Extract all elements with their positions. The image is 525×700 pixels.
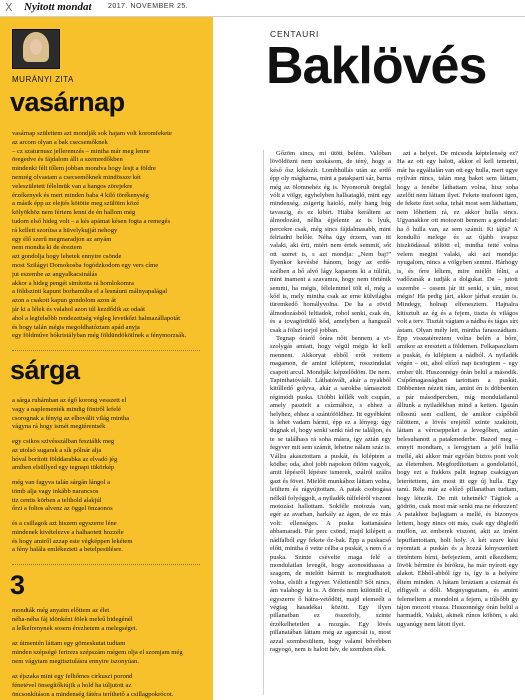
poem-line: néha-néha fáj idönként fölek meleű hidegénél: [12, 615, 133, 623]
poem-line: öncsonkításon a mindenség fátéra teríthető a csillagpokrócot.: [12, 690, 174, 698]
article-column-1: [270, 150, 391, 695]
article-paragraph: Gőzöm sincs, mi ütött belém. Valóban lövöldözni nem szokásom, de téný, hogy a késő ősz kikészít. Lombhullás után az erdő épp oly mágharna, mint a patakparti sár, barna még az ölomnehéz ég is. Nyomorult öregfal vólt a völgy, egyhelyben hallsatagló, mint egy mindenség, zsigerig hatoló, mély hang búg tavaszig, és ez kibírt. Hiába keráltem az álmodozást, nélha éjjelente az is lyuk, percekre csak, még sincs fájdalmasabb, mint felriadni belőle. Néha úgy érzem, van itt valaki, aki érti, miért nem értek semmit, sőt ott szeret is, s azt mondja: „Nem baj!” Ilyenkor kevésbé hánom, hogy az erdő-szélben a bő alvó lágy kaparom ki a túlifát, mint inament a szavamra, hogy nem történik semmi, ha mégis, félelemmel tölt el, még a kőd is, mely mintha csak az erne külvilágba türemkedő homályvolna. De ha a rövid álmodozásból feltiadok, rohol senki, csak én, és a tovagördülő kőd, amelyben a hangszál csak a fölszi torjol jobban.: [270, 150, 391, 334]
poem-title-sarga: sárga: [10, 355, 80, 385]
poem-line: őrzi a foltos alvenz az öggel önzaonos: [12, 505, 113, 513]
poem-line: és hogy amiről azzap este végképpen lekétem: [12, 537, 133, 545]
article-paragraph: Tegnap óráról órára nőtt bennem a vi-szolygás amiatt, hogy végül mégis ki kell mennem. Akkoryat ebből erőt vettem magamon, de amint kiléptem, rosszindulat csapott arcul. Mondják: képzelődöm. De nem. Tapinthatóváált. Láthatóvált, akár a nyakból kitűlledő golyva, akár a sarokba támasztott régimódi puska. Utóbbi kéllék volt csupán, amely pasztelt a csízmához, s ehhez a helyhez, ehhez a szántóföldhez. Itt egyébként is lehet vadam bármi, épp ez a lényeg: úgy dugnak el, hogy senki senki rád ne találjon, és te se találhass rá soha másra, így aztán egy fegyver mit sem számít, lehetne nálam száz is. Vállra akasztottam a puskát, és kiléptem a ködbe; oda, ahol jobb napokon ötlöm vagyok, amit lépésről lépésre ismerek, szálról szálra gazt és fövet. Mielőtt munkához láttam volna, leültem és rágyújtottam. A patak csobogása nélkül folyóggolt, a nyiladék túlfelérõl viszont motozást hallottam. Sokféle motozás van, egér az avarban, harkály az ágon, de ez más volt: ellenséges. A puska kattanására abbamaradt. Pár perc csönd, majd kilépett a nádfalból egy fekete őz-bak. Épp a puskacső előtt, mintha ő vette célba a puskát, s nem ő a puska. Szinte csévelte maga felé a mondulatlan levegőt, hogy azonosíthassa a szagom, de mielőtt bármit is megtudhatott volna, elsült a fegyver. Vélettenül? Sőt nincs, ám valahogy ki is. A dörrés nem különült el, egyszerre ő hátra-vetődött, majd elemeélt a végtag hasadékai között. Egy ilyen pillanatban ez összefoly, szinte érzékelhetetlen a mozgás. Egy lövés pillanatában láttam még az agancsát is, most azzal szembesültem, hogy valami bővebben ragyogó, nem is halott hév, de szemben élek.: [270, 334, 391, 653]
poem-line: még van fagyva talán sárgán lángol a: [12, 479, 111, 486]
article-paragraph: azt a helyet. De micsoda képtelenség ez? Ha az ott egy halott, akkor el kell temetni, már ha egyáltalán van ott egy hulla, mert ugye nyilván nincs, talán meg bakot sem láttam, hogy a fenébe láthattam volna, hisz soha azelőtt nem láttam ilyet. Fekete mufoont igen, de fekete őzet soha, tehát most sem láthattam, nem lőhettem rá, ez akkor hulla sincs. Ugyanakkor ott motozott bennem a gondolat: ha ő hulla van, az sem számít. Ki tájia? A kondulló melege és az újabb svapsz hiszködással töltött el, mintha tetté volna velem megint valaki, aki azt mondja: nyugalom, nincs a völgyben semmi. Hárhogy is, és őrre léltem, mire miélőt félni, a vadőzsnák a tudják a dolgukat. De – jutott eszembe – ossem jár itt senki, s tán, most mégis! Ha pedig járt, akkor járhat ezután is. Mindegy, holnap elfenesztem. Hajnalra kitisztult az ég és a fejem, tiszta és világos volt a terv. Tisztát vágtam a nádba és tágas sírt ástam. Olyan mély lett, mintha farasszádtam. Épp visszatéreztem volna belén a bőre, amikor az eresztett a földemen. Felkapaszltam a puskát, és kiléptem a nádból. A nyiladék végén – ott, ahol előző nap ücsörgtem – egy ember ült. Huszonnégy órán belül a második. Csípőmagasságban tartottam a puskát. Döbbenten nézett rám, amint én is döbbenten a pár másodpercben, míg mondulatlanul álltunk a nyiladékban mind a ketten. Igazán ollosnú sem csillent, de amikor csípőből rálöttem, a lövés erejétől szinte szakított, láttam a vércseppeket a levegőben, aztán belesuhanott a patakmederbe. Bazod meg – ennyit mondtam, s lerogytam a jelő hullá mellé, aki akkor már egyőán biztos pont volt az életemben. Megfordítottam a gondolattól, hogy ezt a frakkos palit tegnap csakúgyan leterítettem, ám most itt egy új hulla. Egy tanú. Réla már az előző pillanatban tudtam, hogy létezik. De mit tehetnék? Tágitok a gödrön, csak most már senki ma ne érkezzen! A patakhoz bajlagtam a mellé, és bizonyos lettem, hogy nincs ott más, csak egy dögledő muflon, az emberek viszont, akit az imént lepuffantottam, holt holy. A két szurv kési nyomtatt a puskán és a hozzá kényszerített történtem bírni, befejeztem, amit elkezdtem; lövök bérmire és bírókra, ha már nyírott egy alakot. Ebből-abból így is, így is a helyére éltem minden. A hátam leráztam a csizmát és elfigyelt a dőli. Megnyugtattam, és amint felemeltem a mondolni a fejem, a túlsőbb gy tájon mozott vissza. Huszonnégy órán belül a harmadik. Valaki, akinek rúnos köhöm, s aki ugyanúgy nem látott ilyet.: [397, 150, 518, 628]
poem-line: a fény halála emlékezteti a betelpesülésre.: [12, 546, 123, 554]
brand-name: Nyitott mondat: [24, 1, 92, 13]
poem-line: az útmentén láttam egy gömeskutat tudtam: [12, 640, 126, 647]
poem-line: nem vágytam megtisztulásra ennyire iszonyúan.: [12, 657, 139, 665]
close-icon[interactable]: X: [5, 1, 13, 14]
poem-line: csorognak a fényig az elhoválit világ mintha: [12, 414, 130, 422]
poem-line: veleszületett félelmük van a hangos zörejekre: [12, 182, 133, 190]
stanza-3-2: [12, 640, 207, 666]
stanza-3-1: [12, 607, 207, 633]
poem-line: az éjszaka mint egy felhőmes cirkuszi porond: [12, 673, 133, 680]
poem-line: amíben elsüllyed egy tegnapi tükörkép: [12, 464, 115, 472]
poem-line: azt gondolja hogy lehetek ennyire csönde: [12, 253, 122, 261]
divider: [12, 350, 200, 351]
poem-line: az utolsó sugarak a sík pólnár alja: [12, 446, 102, 454]
column-divider: [263, 150, 264, 695]
author-name: MURÁNYI ZITA: [12, 75, 74, 84]
poem-line: vágyna rá hogy ismét megtérentsék: [12, 423, 106, 431]
poem-line: egy élő szerű megmaradjon az anyám: [12, 235, 112, 243]
poem-line: minden szépségé ferirezs szépszám mégem olja el szomjam még: [12, 648, 183, 656]
stanza-sarga-1: [12, 397, 207, 432]
poem-line: vasárnap születtem azt mondják sok hajam volt koromfekete: [12, 130, 172, 137]
poem-line: a sárga ruhámban az égő korong vesszett el: [12, 397, 127, 404]
top-bar: [0, 0, 525, 17]
poetry-panel: [0, 17, 213, 700]
poem-line: a földszinti kapunt borhamúba el a lesnáuni málnyapalágal: [12, 288, 168, 296]
poem-line: öregedve és fájdalom állt a szemredőkben: [12, 156, 123, 164]
poem-title-3: 3: [10, 570, 25, 600]
poem-line: – cz szaturnusz jelleremzés – mintha már meg lenne: [12, 147, 150, 155]
author-portrait: [12, 29, 60, 69]
poem-line: nem mondta ki de éreztem: [12, 244, 82, 252]
poem-line: jut eszembe az angyalkacsinálás: [12, 270, 98, 278]
poem-title-vasarnap: vasárnap: [10, 87, 125, 117]
poem-line: tudom első hideg volt – a kés apámat késen fogta a remegés: [12, 217, 171, 225]
poem-line: és hogy talán mégis megoldhatóztam apád anyja: [12, 323, 140, 331]
poem-line: kölyökhöz nem fértem lenni de én hallom még: [12, 209, 136, 217]
stanza-sarga-4: [12, 520, 207, 555]
poem-line: tiz centis körben a telihold alakjúl: [12, 496, 102, 504]
poem-line: mindenki félt tőlem jobban mondva hogy lesjt a földre: [12, 165, 156, 173]
poem-line: az arcom olyan a bak csecsemőknek: [12, 138, 108, 146]
poem-line: azon a csakott kapun gondolom azon át: [12, 297, 117, 305]
poem-line: tömb alja vagy inkább narancsos: [12, 487, 99, 495]
poem-line: most Szilágyi Domokosba fogódzkodom egy vers címe: [12, 261, 159, 269]
article-title: Baklövés: [266, 37, 487, 95]
stanza-sarga-2: [12, 438, 207, 473]
column-label: CENTAURI: [270, 29, 320, 39]
poem-line: ahol a legfelsőbb rendezettség végleg levetkőzi halmazállapotát: [12, 314, 181, 322]
poem-line: mondták még anyaim előttem az élet: [12, 607, 110, 614]
poem-line: vagy a naplementék mindig föntről lefelé: [12, 405, 121, 413]
poem-line: egy földműve hókristályban még földündökötlnek a fénymorzsák.: [12, 332, 187, 340]
poem-line: és a csillagok azt hiszem egyszerre léne: [12, 520, 117, 527]
poem-line: mindenek kivételezve a halhaotett hozzéle: [12, 528, 124, 536]
poem-line: érzékenyek és mert minden baba 4 kiló törékenység: [12, 191, 149, 199]
poem-line: akkor a hideg pengét simította rá homlokomra: [12, 279, 134, 287]
poem-line: hóval borított földdarabka az elvadó jég: [12, 455, 118, 463]
divider: [12, 564, 200, 565]
stanza-vasarnap: [12, 130, 207, 341]
issue-date: 2017. NOVEMBER 25.: [108, 3, 189, 10]
poem-line: rá kellett szorítsa a hüvelykujját nehogy: [12, 226, 118, 234]
poem-line: nemrég olvastam a csecsemőknek mindössze két: [12, 173, 141, 181]
article-column-2: [397, 150, 518, 695]
poem-line: jár ki a lélek és valahol azon túl kezdődik az odaát: [12, 305, 145, 313]
poem-line: a másik épp az elejtés kötötte meg szülöim közé: [12, 200, 140, 208]
poem-line: fénetével önsegítőkiújik a hold ha túljutott az: [12, 681, 132, 689]
poem-line: egy csikos szivésszálban fesztáltk meg: [12, 438, 115, 445]
poem-line: a lelkefrenynek sosem érezhetem a melegséget.: [12, 624, 138, 632]
stanza-sarga-3: [12, 479, 207, 514]
stanza-3-3: [12, 673, 207, 699]
